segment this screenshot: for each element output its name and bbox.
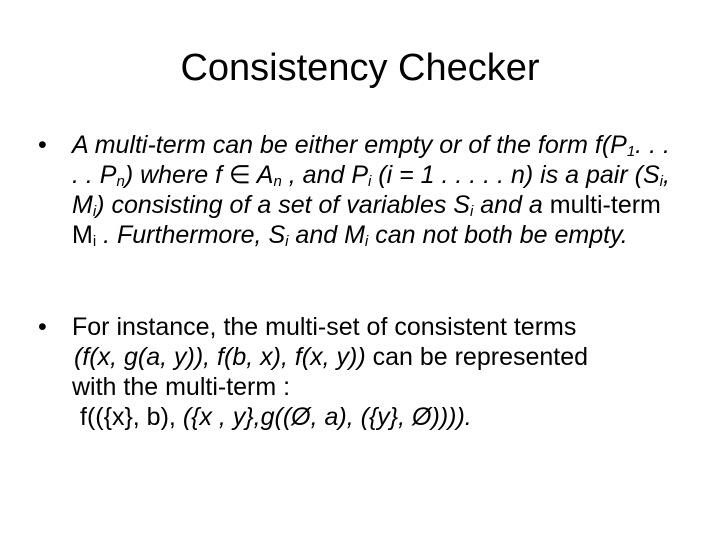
- text-run: can not both be empty.: [368, 221, 628, 249]
- subscript: i: [659, 173, 663, 190]
- example-terms: (f(x, g(a, y)), f(b, x), f(x, y)): [74, 343, 366, 371]
- text-run: A multi-term can be either empty or of the form f(P: [72, 131, 627, 159]
- text-run: ) where f ∈ A: [124, 161, 274, 189]
- example-multiterm-prefix: f(({x}, b),: [80, 403, 183, 431]
- text-run: and M: [288, 221, 365, 249]
- subscript: i: [92, 233, 97, 250]
- text-run-plain: multi-term M: [72, 191, 661, 249]
- example-terms-line: [74, 342, 678, 372]
- bullet-dot: •: [38, 131, 47, 159]
- subscript: i: [92, 203, 97, 220]
- example-intro: For instance, the multi-set of consistent terms: [72, 313, 577, 341]
- bullet-example-text: [72, 312, 678, 432]
- slide-title: Consistency Checker: [180, 47, 540, 89]
- example-multiterm-intro: with the multi-term :: [72, 373, 291, 401]
- subscript: i: [368, 173, 372, 190]
- bullet-dot: •: [38, 313, 47, 341]
- example-multiterm-line: [80, 402, 678, 432]
- subscript: i: [285, 233, 289, 250]
- bullet-example: [38, 312, 678, 432]
- text-run: ) consisting of a set of variables S: [96, 191, 470, 219]
- subscript: i: [469, 203, 474, 220]
- example-multiterm: ({x , y},g((Ø, a), ({y}, Ø)))).: [182, 403, 472, 431]
- bullet-definition: [38, 130, 678, 250]
- example-terms-suffix: can be represented: [365, 343, 589, 371]
- subscript: 1: [626, 143, 636, 160]
- subscript: n: [116, 173, 125, 190]
- subscript: n: [273, 173, 282, 190]
- bullet-definition-text: [72, 130, 678, 250]
- subscript: i: [364, 233, 369, 250]
- text-run: . Furthermore, S: [96, 221, 286, 249]
- text-run: , M: [72, 161, 670, 219]
- text-run: and a: [473, 191, 550, 219]
- text-run: (i = 1 . . . . . n) is a pair (S: [371, 161, 660, 189]
- text-run: . . . . . P: [72, 131, 670, 189]
- text-run: , and P: [281, 161, 368, 189]
